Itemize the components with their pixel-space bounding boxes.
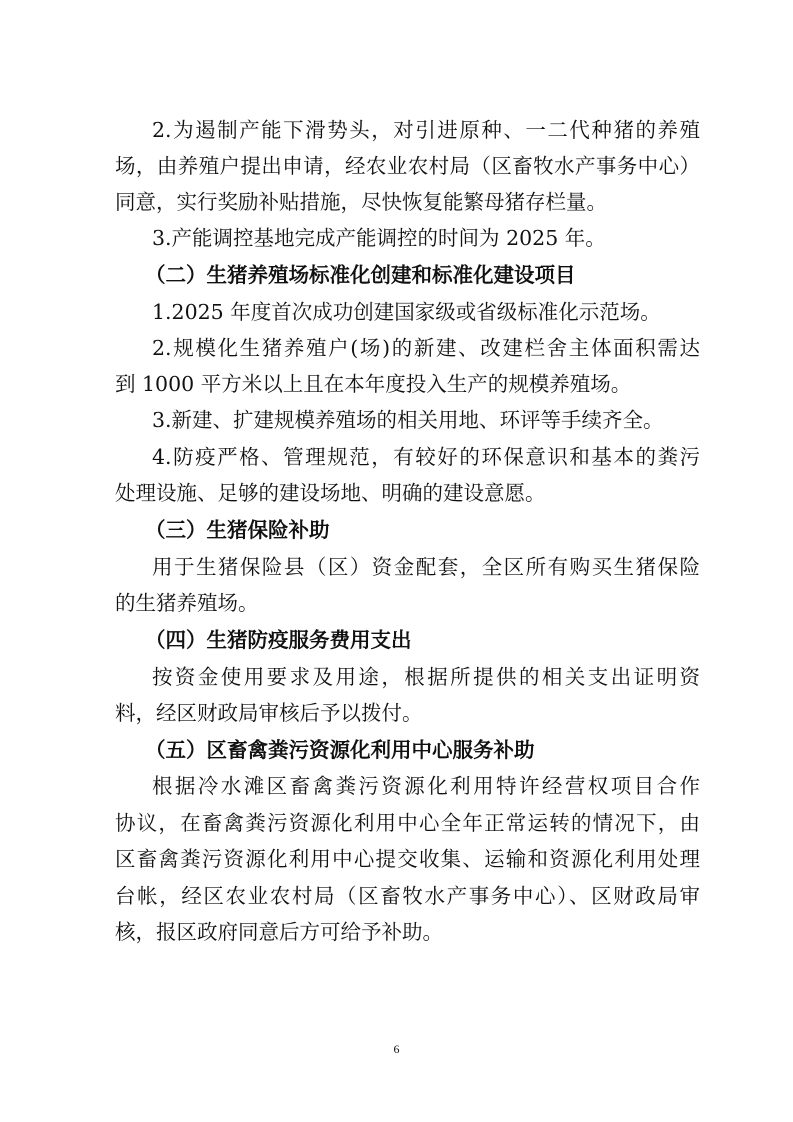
paragraph-line: 到 1000 平方米以上且在本年度投入生产的规模养殖场。: [115, 372, 632, 396]
page-number: 6: [393, 1042, 400, 1056]
paragraph-line: 用于生猪保险县（区）资金配套，全区所有购买生猪保险: [152, 555, 700, 579]
paragraph-line: 区畜禽粪污资源化利用中心提交收集、运输和资源化利用处理: [115, 847, 700, 871]
paragraph-line: 同意，实行奖励补贴措施，尽快恢复能繁母猪存栏量。: [115, 190, 607, 214]
paragraph-line: 场，由养殖户提出申请，经农业农村局（区畜牧水产事务中心）: [115, 154, 700, 178]
section-heading: （四）生猪防疫服务费用支出: [145, 628, 412, 652]
paragraph-line: 按资金使用要求及用途，根据所提供的相关支出证明资: [152, 665, 700, 689]
section-heading: （五）区畜禽粪污资源化利用中心服务补助: [145, 738, 535, 762]
paragraph-line: 的生猪养殖场。: [115, 591, 259, 615]
paragraph-line: 3.产能调控基地完成产能调控的时间为 2025 年。: [152, 226, 606, 250]
paragraph-line: 2.为遏制产能下滑势头，对引进原种、一二代种猪的养殖: [152, 118, 700, 142]
paragraph-line: 根据冷水滩区畜禽粪污资源化利用特许经营权项目合作: [152, 774, 700, 798]
paragraph-line: 料，经区财政局审核后予以拨付。: [115, 701, 423, 725]
paragraph-line: 2.规模化生猪养殖户(场)的新建、改建栏舍主体面积需达: [152, 336, 700, 360]
paragraph-line: 3.新建、扩建规模养殖场的相关用地、环评等手续齐全。: [152, 408, 664, 432]
paragraph-line: 协议，在畜禽粪污资源化利用中心全年正常运转的情况下，由: [115, 811, 700, 835]
section-heading: （二）生猪养殖场标准化创建和标准化建设项目: [145, 263, 576, 287]
paragraph-line: 核，报区政府同意后方可给予补助。: [115, 920, 443, 944]
paragraph-line: 台帐，经区农业农村局（区畜牧水产事务中心）、区财政局审: [115, 884, 700, 908]
paragraph-line: 处理设施、足够的建设场地、明确的建设意愿。: [115, 481, 546, 505]
paragraph-line: 4.防疫严格、管理规范，有较好的环保意识和基本的粪污: [152, 445, 700, 469]
paragraph-line: 1.2025 年度首次成功创建国家级或省级标准化示范场。: [152, 300, 661, 324]
section-heading: （三）生猪保险补助: [145, 518, 330, 542]
